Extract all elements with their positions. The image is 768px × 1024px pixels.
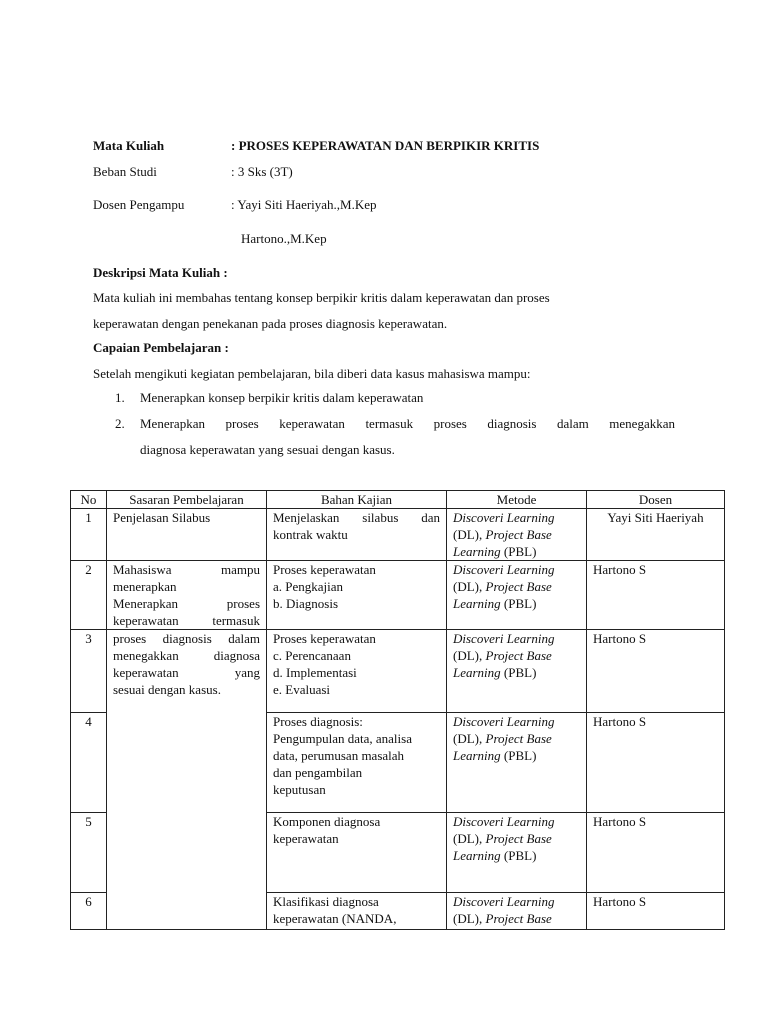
metode-line: Project Base [485,731,552,746]
metode-line: Learning [453,596,501,611]
dosen-cell: Hartono S [587,893,725,930]
deskripsi-heading: Deskripsi Mata Kuliah : [93,265,228,280]
bahan-line: keperawatan (NANDA, [273,911,397,926]
dosen-cell: Hartono S [587,813,725,893]
dosen-cell: Hartono S [587,561,725,630]
bahan-line: Proses diagnosis: [273,714,363,729]
sasaran-line: Mahasiswa mampu [113,562,260,577]
metode-line: (DL), [453,731,483,746]
sasaran-line: keperawatan termasuk [113,613,260,628]
metode-cell [447,630,587,713]
bahan-cell [267,813,447,893]
bahan-line: b. Diagnosis [273,596,338,611]
sasaran-line: menerapkan [113,579,177,594]
dosen-pengampu-value-1: : Yayi Siti Haeriyah.,M.Kep [231,197,377,212]
sasaran-cell [107,630,267,930]
column-header-dosen: Dosen [587,491,725,509]
dosen-pengampu-label: Dosen Pengampu [93,197,185,212]
column-header-sasaran: Sasaran Pembelajaran [107,491,267,509]
sasaran-text: Penjelasan Silabus [113,510,211,525]
dosen-cell: Hartono S [587,713,725,813]
mata-kuliah-label: Mata Kuliah [93,138,165,153]
metode-cell [447,893,587,930]
metode-line: (PBL) [503,596,537,611]
deskripsi-line-2: keperawatan dengan penekanan pada proses diagnosis keperawatan. [93,316,448,331]
metode-line: Discoveri Learning [453,814,555,829]
dosen-cell: Yayi Siti Haeriyah [587,509,725,561]
metode-line: (PBL) [503,665,537,680]
metode-line: (DL), [453,579,483,594]
bahan-line: kontrak waktu [273,527,348,542]
metode-line: Project Base [485,648,552,663]
dosen-cell: Hartono S [587,630,725,713]
capaian-item-number: 2. [115,416,125,431]
bahan-cell [267,561,447,630]
sasaran-cell [107,561,267,630]
row-number: 4 [71,713,107,813]
bahan-cell [267,713,447,813]
column-header-metode: Metode [447,491,587,509]
bahan-line: Proses keperawatan [273,562,376,577]
metode-cell [447,509,587,561]
metode-line: Discoveri Learning [453,714,555,729]
table-row [71,630,725,713]
metode-line: (DL), [453,831,483,846]
column-header-no: No [71,491,107,509]
metode-line: Discoveri Learning [453,894,555,909]
metode-line: (PBL) [503,748,537,763]
metode-cell [447,813,587,893]
bahan-line: keputusan [273,782,326,797]
row-number: 6 [71,893,107,930]
capaian-item-number: 1. [115,390,125,405]
metode-line: Learning [453,848,501,863]
bahan-line: Menjelaskan silabus dan [273,510,440,525]
bahan-line: d. Implementasi [273,665,357,680]
metode-cell [447,561,587,630]
bahan-line: data, perumusan masalah [273,748,405,763]
table-row [71,561,725,630]
lesson-plan-table [70,490,725,930]
metode-line: (DL), [453,648,483,663]
sasaran-line: keperawatan yang [113,665,260,680]
capaian-intro: Setelah mengikuti kegiatan pembelajaran, bila diberi data kasus mahasiswa mampu: [93,366,531,381]
beban-studi-label: Beban Studi [93,164,157,179]
metode-line: Project Base [485,527,552,542]
beban-studi-value: : 3 Sks (3T) [231,164,293,179]
row-number: 2 [71,561,107,630]
sasaran-line: Menerapkan proses [113,596,260,611]
row-number: 3 [71,630,107,713]
sasaran-line: sesuai dengan kasus. [113,682,221,697]
metode-line: Discoveri Learning [453,631,555,646]
sasaran-line: menegakkan diagnosa [113,648,260,663]
mata-kuliah-value: : PROSES KEPERAWATAN DAN BERPIKIR KRITIS [231,138,540,153]
capaian-item-text: Menerapkan konsep berpikir kritis dalam keperawatan [140,390,424,405]
bahan-cell [267,630,447,713]
row-number: 5 [71,813,107,893]
bahan-cell [267,509,447,561]
bahan-line: keperawatan [273,831,339,846]
row-number: 1 [71,509,107,561]
capaian-item-text-cont: diagnosa keperawatan yang sesuai dengan kasus. [140,442,395,457]
bahan-line: c. Perencanaan [273,648,351,663]
metode-line: (DL), [453,911,483,926]
bahan-line: e. Evaluasi [273,682,331,697]
bahan-line: dan pengambilan [273,765,363,780]
bahan-cell [267,893,447,930]
bahan-line: a. Pengkajian [273,579,344,594]
capaian-heading: Capaian Pembelajaran : [93,340,229,355]
metode-line: Learning [453,665,501,680]
metode-line: (PBL) [503,848,537,863]
metode-line: (DL), [453,527,483,542]
deskripsi-line-1: Mata kuliah ini membahas tentang konsep berpikir kritis dalam keperawatan dan proses [93,290,550,305]
metode-line: Discoveri Learning [453,562,555,577]
metode-cell [447,713,587,813]
metode-line: Discoveri Learning [453,510,555,525]
bahan-line: Proses keperawatan [273,631,376,646]
table-header-row [71,491,725,509]
column-header-bahan: Bahan Kajian [267,491,447,509]
capaian-item-text: Menerapkan proses keperawatan termasuk proses diagnosis dalam menegakkan [140,416,675,431]
metode-line: Project Base [485,579,552,594]
metode-line: Project Base [485,911,552,926]
sasaran-cell [107,509,267,561]
metode-line: Project Base [485,831,552,846]
metode-line: Learning [453,748,501,763]
metode-line: (PBL) [503,544,537,559]
dosen-pengampu-value-2: Hartono.,M.Kep [241,231,327,246]
table-row [71,509,725,561]
metode-line: Learning [453,544,501,559]
bahan-line: Komponen diagnosa [273,814,381,829]
bahan-line: Pengumpulan data, analisa [273,731,412,746]
bahan-line: Klasifikasi diagnosa [273,894,379,909]
sasaran-line: proses diagnosis dalam [113,631,260,646]
